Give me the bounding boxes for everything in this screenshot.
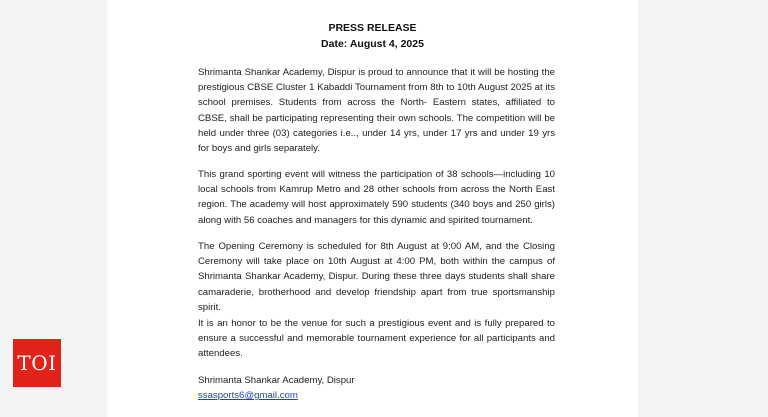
- paragraph-ceremony: The Opening Ceremony is scheduled for 8th August at 9:00 AM, and the Closing Ceremony will take place on 10th August at 4:00 PM, both within the campus of Shrimanta Shankar Academy, Dispur. During these three days students shall share camaraderie, brotherhood and develop friendship apart from true sportsmanship spirit.: [198, 241, 555, 313]
- document-date: Date: August 4, 2025: [321, 38, 424, 50]
- document-title: PRESS RELEASE: [328, 22, 417, 34]
- email-link[interactable]: ssasports6@gmail.com: [198, 390, 298, 401]
- toi-logo: TOI: [13, 339, 61, 387]
- paragraph-closing: It is an honor to be the venue for such a prestigious event and is fully prepared to ensure a successful and memorable tournament experience for all participants and attendees.: [198, 318, 555, 360]
- paragraph-participation: This grand sporting event will witness the participation of 38 schools—including 10 local schools from Kamrup Metro and 28 other schools from across the North East region. The academy will host approximately 590 students (340 boys and 250 girls) along with 56 coaches and managers for this dynamic and spirited tournament.: [198, 169, 555, 226]
- press-release-page: [107, 0, 638, 417]
- paragraph-announcement: Shrimanta Shankar Academy, Dispur is proud to announce that it will be hosting the prestigious CBSE Cluster 1 Kabaddi Tournament from 8th to 10th August 2025 at its school premises. Students from across the North- Eastern states, affiliated to CBSE, shall be participating representing their own schools. The competition will be held under three (03) categories i.e.., under 14 yrs, under 17 yrs and under 19 yrs for boys and girls separately.: [198, 67, 555, 155]
- signature: Shrimanta Shankar Academy, Dispur: [198, 375, 355, 386]
